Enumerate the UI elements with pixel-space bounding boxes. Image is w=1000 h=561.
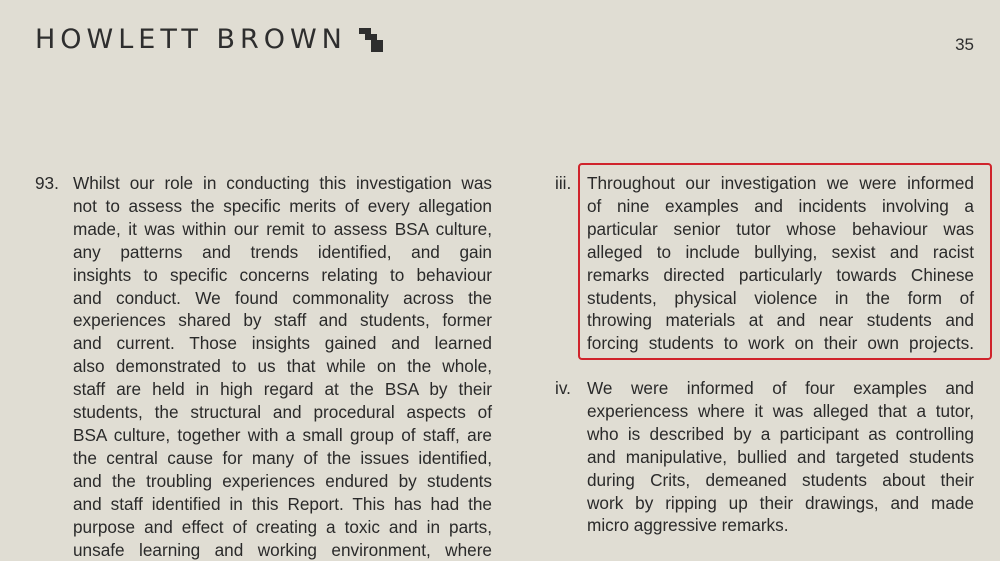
paragraph-line: staff are held in high regard at the BSA by their <box>73 378 492 401</box>
paragraph-line: who is described by a participant as controlling <box>587 423 974 446</box>
paragraph-line: not to assess the specific merits of every allegation <box>73 195 492 218</box>
paragraph-line: work by ripping up their drawings, and made <box>587 492 974 515</box>
paragraph-line: and conduct. We found commonality across the <box>73 287 492 310</box>
paragraph-line: students, physical violence in the form of <box>587 287 974 310</box>
list-item-number: iv. <box>555 377 571 400</box>
paragraph-line: purpose and effect of creating a toxic and in parts, <box>73 516 492 539</box>
paragraph-line: and staff identified in this Report. This has had the <box>73 493 492 516</box>
paragraph-line: micro aggressive remarks. <box>587 514 974 537</box>
paragraph-line: also demonstrated to us that while on the whole, <box>73 355 492 378</box>
paragraph-line: insights to specific concerns relating to behaviour <box>73 264 492 287</box>
paragraph-line: alleged to include bullying, sexist and racist <box>587 241 974 264</box>
paragraph-line: experiences shared by staff and students, former <box>73 309 492 332</box>
paragraph-line: unsafe learning and working environment, where <box>73 539 492 561</box>
paragraph-line: Throughout our investigation we were informed <box>587 172 974 195</box>
paragraph-line: forcing students to work on their own projects. <box>587 332 974 355</box>
paragraph-line: particular senior tutor whose behaviour was <box>587 218 974 241</box>
paragraph-line: the central cause for many of the issues identified, <box>73 447 492 470</box>
paragraph-line: Whilst our role in conducting this investigation was <box>73 172 492 195</box>
paragraph-line: throwing materials at and near students and <box>587 309 974 332</box>
list-item-number: iii. <box>555 172 571 195</box>
paragraph-line: any patterns and trends identified, and gain <box>73 241 492 264</box>
paragraph-line: and manipulative, bullied and targeted students <box>587 446 974 469</box>
paragraph-line: experiencess where it was alleged that a tutor, <box>587 400 974 423</box>
paragraph-line: and current. Those insights gained and learned <box>73 332 492 355</box>
list-item-body <box>587 377 974 537</box>
logo-mark-icon <box>359 28 383 52</box>
page-number: 35 <box>955 35 974 55</box>
paragraph-line: We were informed of four examples and <box>587 377 974 400</box>
paragraph-line: students, the structural and procedural aspects of <box>73 401 492 424</box>
paragraph-number: 93. <box>35 172 59 195</box>
highlight-box <box>578 163 992 360</box>
howlett-brown-logo <box>35 25 383 55</box>
paragraph-line: BSA culture, together with a small group of staff, are <box>73 424 492 447</box>
paragraph-line: remarks directed particularly towards Chinese <box>587 264 974 287</box>
paragraph-body <box>73 172 492 561</box>
paragraph-line: of nine examples and incidents involving a <box>587 195 974 218</box>
paragraph-line: made, it was within our remit to assess BSA culture, <box>73 218 492 241</box>
paragraph-line: and the troubling experiences endured by students <box>73 470 492 493</box>
paragraph-line: during Crits, demeaned students about their <box>587 469 974 492</box>
logo-text: HOWLETT BROWN <box>35 25 347 55</box>
